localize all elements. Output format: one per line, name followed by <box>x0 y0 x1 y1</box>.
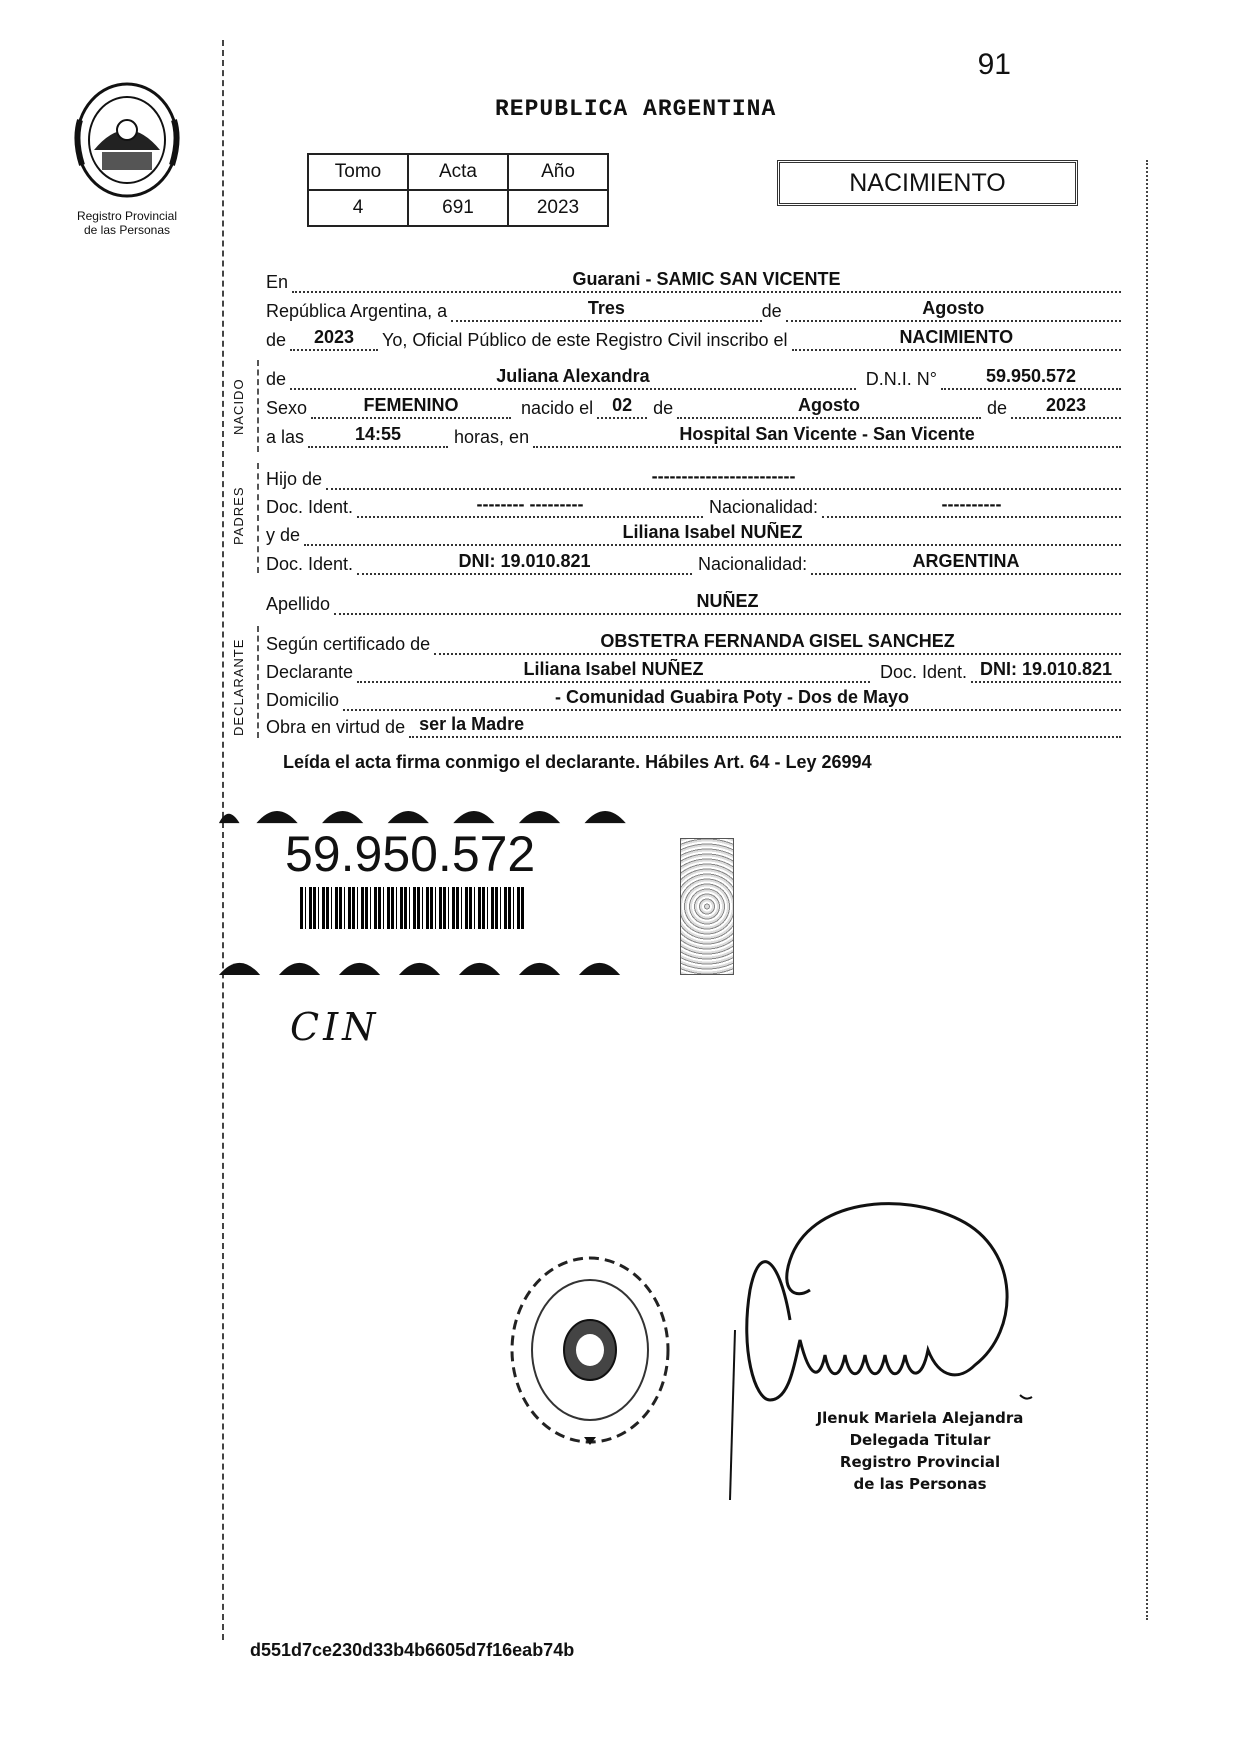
right-margin-line <box>1146 160 1148 1620</box>
label-a-las: a las <box>266 427 305 447</box>
row-domicilio <box>266 681 1121 711</box>
label-de-anio-nac: de <box>986 398 1007 418</box>
label-republica: República Argentina, a <box>266 301 448 321</box>
field-declarante-doc: DNI: 19.010.821 <box>971 659 1121 683</box>
padres-section-bar <box>257 463 259 573</box>
logo-caption-line1: Registro Provincial <box>76 209 178 223</box>
anio-value: 2023 <box>508 190 608 226</box>
registry-logo <box>62 80 192 237</box>
logo-caption <box>62 209 192 237</box>
hologram-sticker <box>680 838 734 975</box>
padres-section-label: PADRES <box>231 486 246 545</box>
barcode-icon <box>300 887 525 929</box>
signer-name: Jlenuk Mariela Alejandra <box>816 1409 1024 1427</box>
field-domicilio: - Comunidad Guabira Poty - Dos de Mayo <box>343 687 1121 711</box>
label-apellido: Apellido <box>266 594 331 614</box>
declarante-section-label: DECLARANTE <box>231 638 246 736</box>
row-obra <box>266 708 1121 738</box>
field-anio-nacimiento: 2023 <box>1011 395 1121 419</box>
label-nacido-el: nacido el <box>521 398 594 418</box>
label-horas-en: horas, en <box>454 427 530 447</box>
row-declarante <box>266 653 1121 683</box>
label-dni: D.N.I. N° <box>865 369 937 389</box>
acta-value: 691 <box>408 190 508 226</box>
label-pattern-bottom <box>205 945 650 975</box>
field-tipo: NACIMIENTO <box>792 327 1121 351</box>
field-padre-nacionalidad: ---------- <box>822 494 1121 518</box>
field-mes-inscripcion: Agosto <box>786 298 1121 322</box>
row-anio-tipo <box>266 321 1121 351</box>
label-yo-oficial: Yo, Oficial Público de este Registro Civil inscribo el <box>382 330 788 350</box>
label-de-mes: de <box>761 301 782 321</box>
label-declarante: Declarante <box>266 662 354 682</box>
signer-office-line2: de las Personas <box>853 1475 987 1493</box>
label-doc-ident-declarante: Doc. Ident. <box>879 662 967 682</box>
label-segun-certificado: Según certificado de <box>266 634 431 654</box>
signer-title: Delegada Titular <box>849 1431 991 1449</box>
field-dia-nacimiento: 02 <box>597 395 647 419</box>
tomo-header: Tomo <box>308 154 408 190</box>
field-lugar-nacimiento: Hospital San Vicente - San Vicente <box>533 424 1121 448</box>
field-madre: Liliana Isabel NUÑEZ <box>304 522 1121 546</box>
acta-header: Acta <box>408 154 508 190</box>
row-madre-doc <box>266 545 1121 575</box>
label-de-anio: de <box>266 330 287 350</box>
reference-value-row <box>308 190 608 226</box>
official-stamp-icon <box>505 1250 680 1450</box>
field-declarante: Liliana Isabel NUÑEZ <box>357 659 870 683</box>
field-dni: 59.950.572 <box>941 366 1121 390</box>
row-padre-doc <box>266 488 1121 518</box>
row-lugar <box>266 263 1121 293</box>
row-sexo <box>266 389 1121 419</box>
label-de-nombre: de <box>266 369 287 389</box>
signature-block <box>790 1407 1050 1495</box>
declarante-section-bar <box>257 626 259 738</box>
label-domicilio: Domicilio <box>266 690 340 710</box>
row-madre <box>266 516 1121 546</box>
tomo-value: 4 <box>308 190 408 226</box>
label-pattern-top <box>205 795 650 825</box>
handwritten-note: CIN <box>290 1005 380 1049</box>
field-mes-nacimiento: Agosto <box>677 395 981 419</box>
row-fecha <box>266 292 1121 322</box>
field-lugar: Guarani - SAMIC SAN VICENTE <box>292 269 1121 293</box>
reference-table <box>307 153 609 227</box>
province-seal-icon <box>72 80 182 200</box>
field-apellido: NUÑEZ <box>334 591 1121 615</box>
field-anio-inscripcion: 2023 <box>290 327 378 351</box>
act-type-box: NACIMIENTO <box>777 160 1078 206</box>
field-dia-inscripcion: Tres <box>451 298 761 322</box>
field-madre-nacionalidad: ARGENTINA <box>811 551 1121 575</box>
field-padre-doc: -------- --------- <box>357 494 703 518</box>
label-nacionalidad-madre: Nacionalidad: <box>698 554 808 574</box>
field-padre: ------------------------ <box>326 466 1121 490</box>
row-nombre <box>266 360 1121 390</box>
label-doc-ident-padre: Doc. Ident. <box>266 497 354 517</box>
nacido-section-bar <box>257 360 259 452</box>
page-title: REPUBLICA ARGENTINA <box>495 96 777 122</box>
anio-header: Año <box>508 154 608 190</box>
field-madre-doc: DNI: 19.010.821 <box>357 551 692 575</box>
document-hash: d551d7ce230d33b4b6605d7f16eab74b <box>250 1640 575 1660</box>
field-hora: 14:55 <box>308 424 448 448</box>
field-sexo: FEMENINO <box>311 395 511 419</box>
reference-header-row <box>308 154 608 190</box>
field-obra-en-virtud: ser la Madre <box>409 714 1121 738</box>
label-doc-ident-madre: Doc. Ident. <box>266 554 354 574</box>
row-certificado <box>266 625 1121 655</box>
signer-office-line1: Registro Provincial <box>839 1453 1001 1471</box>
logo-caption-line2: de las Personas <box>83 223 171 237</box>
label-nacionalidad-padre: Nacionalidad: <box>708 497 819 517</box>
nacido-section-label: NACIDO <box>231 378 246 435</box>
dni-label <box>205 795 665 980</box>
label-de-mes-nac: de <box>653 398 674 418</box>
label-y-de: y de <box>266 525 301 545</box>
field-nombre: Juliana Alexandra <box>290 366 856 390</box>
label-obra-en-virtud: Obra en virtud de <box>266 717 406 737</box>
field-certificado: OBSTETRA FERNANDA GISEL SANCHEZ <box>434 631 1121 655</box>
row-hora <box>266 418 1121 448</box>
legal-text: Leída el acta firma conmigo el declarante. Hábiles Art. 64 - Ley 26994 <box>283 752 872 772</box>
dni-label-number: 59.950.572 <box>285 826 536 882</box>
page-number: 91 <box>977 48 1011 81</box>
row-padre <box>266 460 1121 490</box>
row-apellido <box>266 585 1121 615</box>
label-sexo: Sexo <box>266 398 308 418</box>
label-hijo-de: Hijo de <box>266 469 323 489</box>
label-en: En <box>266 272 289 292</box>
